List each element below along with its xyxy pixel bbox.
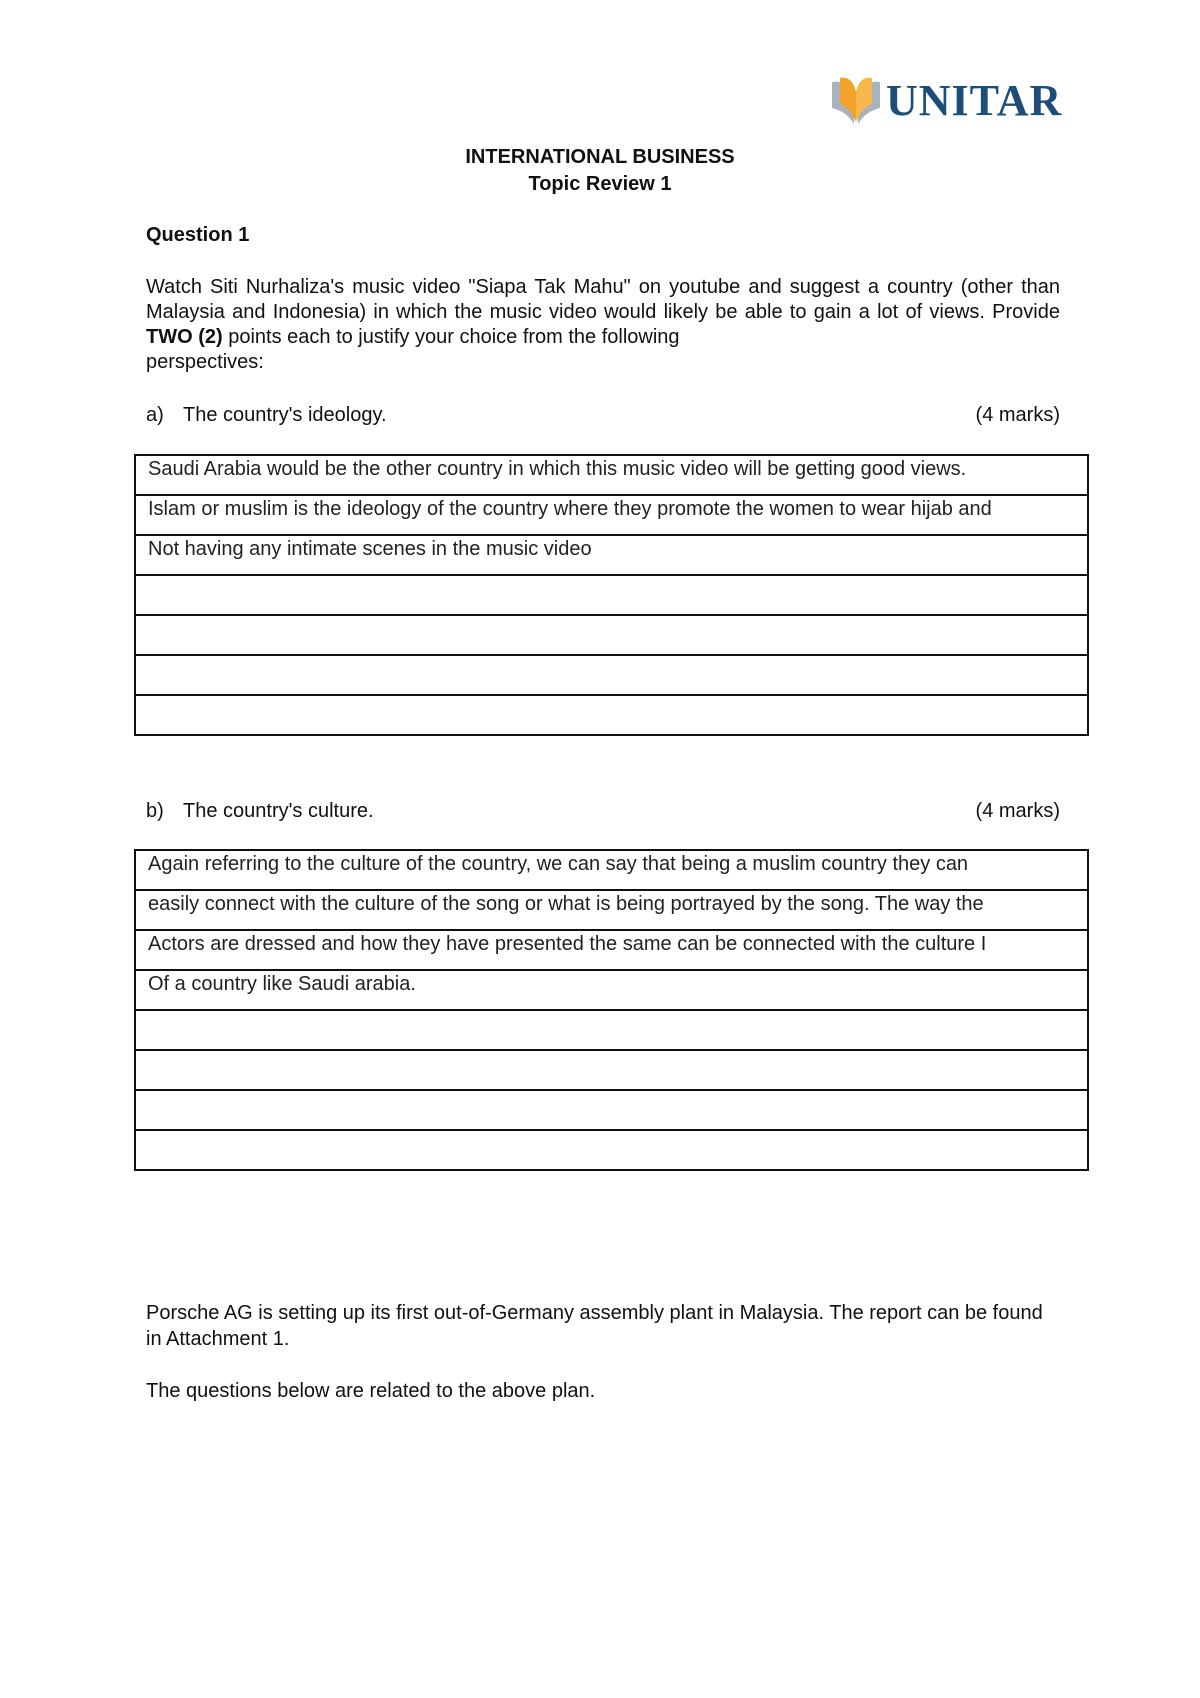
answer-cell[interactable]: Actors are dressed and how they have presented the same can be connected with the culture I bbox=[135, 930, 1088, 970]
part-a-letter: a) bbox=[146, 404, 164, 426]
questions-below-note: The questions below are related to the above plan. bbox=[146, 1380, 596, 1402]
intro-bold: TWO (2) bbox=[146, 326, 223, 348]
part-b-label: The country's culture. bbox=[183, 800, 374, 822]
answer-cell[interactable]: Islam or muslim is the ideology of the country where they promote the women to wear hijab and bbox=[135, 495, 1088, 535]
question-heading: Question 1 bbox=[146, 224, 250, 246]
answer-cell[interactable] bbox=[135, 655, 1088, 695]
table-row bbox=[135, 930, 1088, 970]
logo-text: UNITAR bbox=[886, 76, 1063, 125]
answer-cell[interactable] bbox=[135, 1090, 1088, 1130]
unitar-logo bbox=[828, 72, 1063, 130]
answer-cell[interactable]: Of a country like Saudi arabia. bbox=[135, 970, 1088, 1010]
table-row bbox=[135, 1050, 1088, 1090]
table-row bbox=[135, 695, 1088, 735]
table-row bbox=[135, 575, 1088, 615]
table-row bbox=[135, 455, 1088, 495]
document-title: INTERNATIONAL BUSINESS bbox=[465, 146, 735, 168]
porsche-context: Porsche AG is setting up its first out-of-Germany assembly plant in Malaysia. The report can be found in Attachment 1. bbox=[146, 1302, 1043, 1350]
table-row bbox=[135, 615, 1088, 655]
answer-table-a bbox=[134, 454, 1089, 736]
table-row bbox=[135, 850, 1088, 890]
part-a-marks: (4 marks) bbox=[975, 404, 1060, 426]
intro-text-3: perspectives: bbox=[146, 351, 264, 373]
intro-text-1: Watch Siti Nurhaliza's music video "Siapa Tak Mahu" on youtube and suggest a country (other than Malaysia and Indonesia) in which the music video would likely be able to gain a lot of views. Provide bbox=[146, 276, 1060, 323]
table-row bbox=[135, 1090, 1088, 1130]
answer-cell[interactable]: easily connect with the culture of the song or what is being portrayed by the song. The way the bbox=[135, 890, 1088, 930]
answer-table-b bbox=[134, 849, 1089, 1171]
table-row bbox=[135, 970, 1088, 1010]
table-row bbox=[135, 1010, 1088, 1050]
part-a-heading bbox=[146, 404, 1060, 427]
answer-cell[interactable]: Again referring to the culture of the country, we can say that being a muslim country they can bbox=[135, 850, 1088, 890]
answer-cell[interactable] bbox=[135, 615, 1088, 655]
part-b-marks: (4 marks) bbox=[975, 800, 1060, 822]
question-intro bbox=[146, 275, 1060, 375]
answer-cell[interactable]: Not having any intimate scenes in the music video bbox=[135, 535, 1088, 575]
table-row bbox=[135, 1130, 1088, 1170]
table-row bbox=[135, 890, 1088, 930]
table-row bbox=[135, 655, 1088, 695]
answer-cell[interactable] bbox=[135, 1050, 1088, 1090]
part-a-label: The country's ideology. bbox=[183, 404, 387, 426]
answer-cell[interactable]: Saudi Arabia would be the other country in which this music video will be getting good views. bbox=[135, 455, 1088, 495]
part-b-letter: b) bbox=[146, 800, 164, 822]
answer-cell[interactable] bbox=[135, 1130, 1088, 1170]
part-b-heading bbox=[146, 800, 1060, 823]
answer-cell[interactable] bbox=[135, 695, 1088, 735]
table-row bbox=[135, 535, 1088, 575]
document-subtitle: Topic Review 1 bbox=[528, 173, 672, 195]
answer-cell[interactable] bbox=[135, 1010, 1088, 1050]
table-row bbox=[135, 495, 1088, 535]
unitar-book-leaf-logo-icon bbox=[828, 72, 884, 130]
intro-text-2: points each to justify your choice from the following bbox=[222, 326, 680, 348]
answer-cell[interactable] bbox=[135, 575, 1088, 615]
